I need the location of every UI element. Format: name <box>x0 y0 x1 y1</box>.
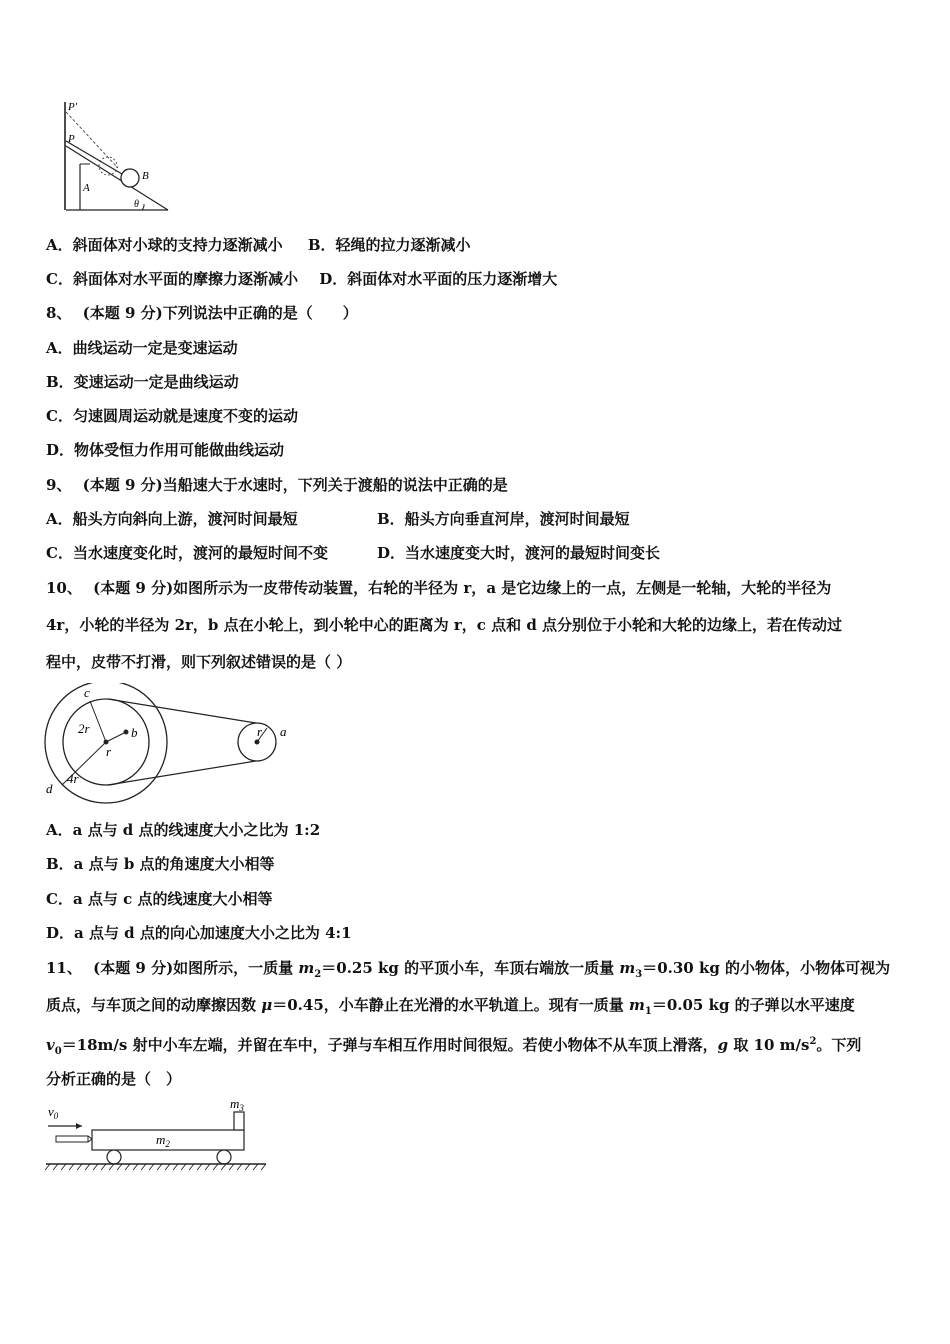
q9-option-c[interactable]: C．当水速度变化时，渡河的最短时间不变 <box>46 544 328 562</box>
label-d: d <box>46 781 53 796</box>
label-p: P <box>68 133 75 145</box>
q7-option-a[interactable]: A．斜面体对小球的支持力逐渐减小 <box>46 236 283 254</box>
label-a: A <box>83 182 90 194</box>
q11-mu: μ <box>261 996 273 1014</box>
q7-option-d[interactable]: D．斜面体对水平面的压力逐渐增大 <box>319 270 558 288</box>
q11-text-2b: ＝0.45，小车静止在光滑的水平轨道上。现有一质量 <box>272 996 629 1014</box>
radius-r <box>106 732 126 742</box>
wheel-right <box>217 1150 231 1164</box>
cart-bullet-figure <box>44 1094 274 1174</box>
label-m3: $m_3$ <box>230 1096 244 1113</box>
ball-b <box>121 169 139 187</box>
block-m3 <box>234 1112 244 1130</box>
q9-stem-text: (本题 9 分)当船速大于水速时，下列关于渡船的说法中正确的是 <box>82 476 508 494</box>
q8-option-b[interactable]: B．变速运动一定是曲线运动 <box>46 373 239 391</box>
label-theta: θ <box>134 199 139 210</box>
q8-number: 8、 <box>46 304 72 322</box>
belt-bottom <box>108 761 256 785</box>
q11-text-1a: (本题 9 分)如图所示，一质量 <box>93 959 299 977</box>
label-m2: $m_2$ <box>156 1132 170 1149</box>
q11-m2-sub: 2 <box>314 969 322 980</box>
q9-number: 9、 <box>46 476 72 494</box>
label-r: r <box>106 744 112 759</box>
belt-top <box>108 699 256 723</box>
q11-text-2a: 质点，与车顶之间的动摩擦因数 <box>46 996 262 1014</box>
track-hatching <box>45 1164 266 1170</box>
label-r-small: r <box>257 724 263 739</box>
q11-m3-sub: 3 <box>635 969 643 980</box>
q11-m1-sub: 1 <box>644 1006 652 1017</box>
q8-stem-text: (本题 9 分)下列说法中正确的是（ ） <box>82 304 358 322</box>
q11-text-1b: ＝0.25 kg 的平顶小车，车顶右端放一质量 <box>321 959 620 977</box>
q11-v0: v <box>46 1036 55 1054</box>
q11-g: g <box>717 1036 729 1054</box>
q8-option-d[interactable]: D．物体受恒力作用可能做曲线运动 <box>46 441 285 459</box>
q11-text-3c: 。下列 <box>816 1036 862 1054</box>
wheel-left <box>107 1150 121 1164</box>
point-b-dot <box>124 730 129 735</box>
q10-option-a[interactable]: A．a 点与 d 点的线速度大小之比为 1:2 <box>46 821 321 839</box>
q10-option-b[interactable]: B．a 点与 b 点的角速度大小相等 <box>46 855 275 873</box>
q11-stem-line-4: 分析正确的是（ ） <box>46 1070 182 1088</box>
q10-number: 10、 <box>46 579 82 597</box>
q11-number: 11、 <box>46 959 82 977</box>
q11-sup-2: 2 <box>809 1036 817 1047</box>
q11-v0-sub: 0 <box>54 1046 62 1057</box>
q11-text-3b: 取 10 m/s <box>728 1036 810 1054</box>
incline-surface <box>66 146 168 210</box>
label-a: a <box>280 724 287 739</box>
angle-arc <box>142 204 144 210</box>
q10-stem-line-1 <box>46 578 831 598</box>
q9-option-a[interactable]: A．船头方向斜向上游，渡河时间最短 <box>46 510 298 528</box>
q8-option-a[interactable]: A．曲线运动一定是变速运动 <box>46 339 238 357</box>
q11-stem-line-1 <box>46 958 890 985</box>
rope <box>66 141 122 174</box>
q7-options-row-2 <box>46 269 557 289</box>
q8-stem <box>46 303 358 323</box>
q11-text-3a: ＝18m/s 射中小车左端，并留在车中，子弹与车相互作用时间很短。若使小物体不从车顶上滑落， <box>61 1036 718 1054</box>
label-v0: $v_0$ <box>48 1104 59 1121</box>
q11-stem-line-2 <box>46 995 855 1022</box>
q11-m2: m <box>298 959 315 977</box>
q10-stem-line-2: 4r，小轮的半径为 2r，b 点在小轮上，到小轮中心的距离为 r，c 点和 d 点分别位于小轮和大轮的边缘上，若在传动过 <box>46 616 843 634</box>
belt-drive-figure <box>42 683 302 808</box>
q9-option-b[interactable]: B．船头方向垂直河岸，渡河时间最短 <box>377 510 630 528</box>
q9-options-row-1 <box>46 509 630 529</box>
q10-option-c[interactable]: C．a 点与 c 点的线速度大小相等 <box>46 890 273 908</box>
q11-stem-line-3 <box>46 1032 861 1062</box>
q9-option-d[interactable]: D．当水速度变大时，渡河的最短时间变长 <box>377 544 661 562</box>
q11-text-1c: ＝0.30 kg 的小物体，小物体可视为 <box>642 959 891 977</box>
q10-stem-line-3: 程中，皮带不打滑，则下列叙述错误的是（ ） <box>46 653 352 671</box>
q9-stem <box>46 475 508 495</box>
q11-m1: m <box>628 996 645 1014</box>
label-p-prime: P′ <box>68 101 78 113</box>
q10-stem-text-1: (本题 9 分)如图所示为一皮带传动装置，右轮的半径为 r，a 是它边缘上的一点，左侧是一轮轴，大轮的半径为 <box>93 579 832 597</box>
bullet <box>56 1136 88 1142</box>
q11-text-2c: ＝0.05 kg 的子弹以水平速度 <box>651 996 855 1014</box>
label-2r: 2r <box>78 721 90 736</box>
q10-option-d[interactable]: D．a 点与 d 点的向心加速度大小之比为 4:1 <box>46 924 352 942</box>
label-b: B <box>142 170 149 182</box>
q8-option-c[interactable]: C．匀速圆周运动就是速度不变的运动 <box>46 407 298 425</box>
incline-ball-figure <box>56 98 176 216</box>
radius-2r <box>90 701 106 742</box>
label-b: b <box>131 725 138 740</box>
q7-options-row-1 <box>46 235 471 255</box>
q9-options-row-2 <box>46 543 661 563</box>
q7-option-c[interactable]: C．斜面体对水平面的摩擦力逐渐减小 <box>46 270 298 288</box>
right-center-dot <box>255 740 260 745</box>
arrow-head <box>76 1123 82 1129</box>
label-c: c <box>84 685 90 700</box>
label-4r: 4r <box>67 771 79 786</box>
q11-m3: m <box>619 959 636 977</box>
q7-option-b[interactable]: B．轻绳的拉力逐渐减小 <box>307 236 471 254</box>
